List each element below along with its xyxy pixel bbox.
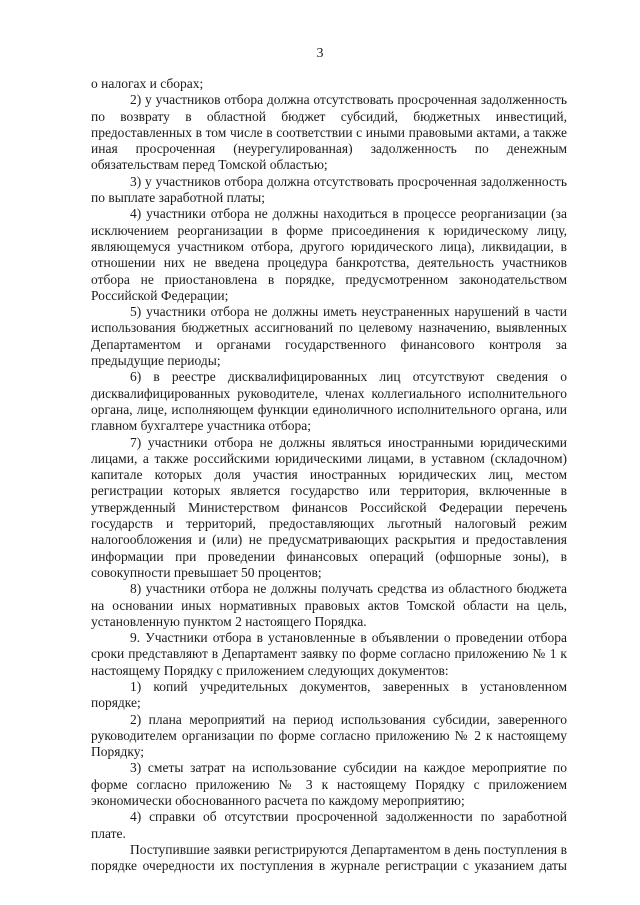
paragraph: 5) участники отбора не должны иметь неустраненных нарушений в части использования бюджетных ассигнований по целевому назначению, выявленных Департаментом и органами государственного финансового контроля за предыдущие периоды; xyxy=(91,304,567,369)
paragraph: 6) в реестре дисквалифицированных лиц отсутствуют сведения о дисквалифицированных руководителе, членах коллегиального исполнительного органа, лице, исполняющем функции единоличного исполнительного органа, или главном бухгалтере участника отбора; xyxy=(91,369,567,434)
paragraph: 7) участники отбора не должны являться иностранными юридическими лицами, а также российскими юридическими лицами, в уставном (складочном) капитале которых доля участия иностранных юридических лиц, местом регистрации которых является государство или территория, включенные в утвержденный Министерством финансов Российской Федерации перечень государств и территорий, предоставляющих льготный налоговый режим налогообложения и (или) не предусматривающих раскрытия и предоставления информации при проведении финансовых операций (офшорные зоны), в совокупности превышает 50 процентов; xyxy=(91,434,567,580)
page-number: 3 xyxy=(316,46,324,61)
paragraph: 8) участники отбора не должны получать средства из областного бюджета на основании иных нормативных правовых актов Томской области на цель, установленную пунктом 2 настоящего Порядка. xyxy=(91,581,567,629)
paragraph: 4) справки об отсутствии просроченной задолженности по заработной плате. xyxy=(91,809,567,841)
paragraph: 3) у участников отбора должна отсутствовать просроченная задолженность по выплате заработной платы; xyxy=(91,173,567,206)
document-body xyxy=(91,76,567,875)
paragraph: 2) плана мероприятий на период использования субсидии, заверенного руководителем организации по форме согласно приложению № 2 к настоящему Порядку; xyxy=(91,711,567,760)
paragraph: 1) копий учредительных документов, заверенных в установленном порядке; xyxy=(91,678,567,711)
paragraph: 3) сметы затрат на использование субсидии на каждое мероприятие по форме согласно приложению № 3 к настоящему Порядку с приложением экономически обоснованного расчета по каждому мероприятию; xyxy=(91,760,567,809)
paragraph: 4) участники отбора не должны находиться в процессе реорганизации (за исключением реорганизации в форме присоединения к юридическому лицу, являющемуся участником отбора, другого юридического лица), ликвидации, в отношении них не введена процедура банкротства, деятельность участников отбора не приостановлена в порядке, предусмотренном законодательством Российской Федерации; xyxy=(91,206,567,303)
paragraph: Поступившие заявки регистрируются Департаментом в день поступления в порядке очередности их поступления в журнале регистрации с указанием даты xyxy=(91,841,567,874)
paragraph: о налогах и сборах; xyxy=(91,76,204,91)
paragraph: 9. Участники отбора в установленные в объявлении о проведении отбора сроки представляют в Департамент заявку по форме согласно приложению № 1 к настоящему Порядку с приложением следующих документов: xyxy=(91,630,567,678)
paragraph: 2) у участников отбора должна отсутствовать просроченная задолженность по возврату в областной бюджет субсидий, бюджетных инвестиций, предоставленных в том числе в соответствии с иными правовыми актами, а также иная просроченная (неурегулированная) задолженность по денежным обязательствам перед Томской областью; xyxy=(91,92,567,173)
